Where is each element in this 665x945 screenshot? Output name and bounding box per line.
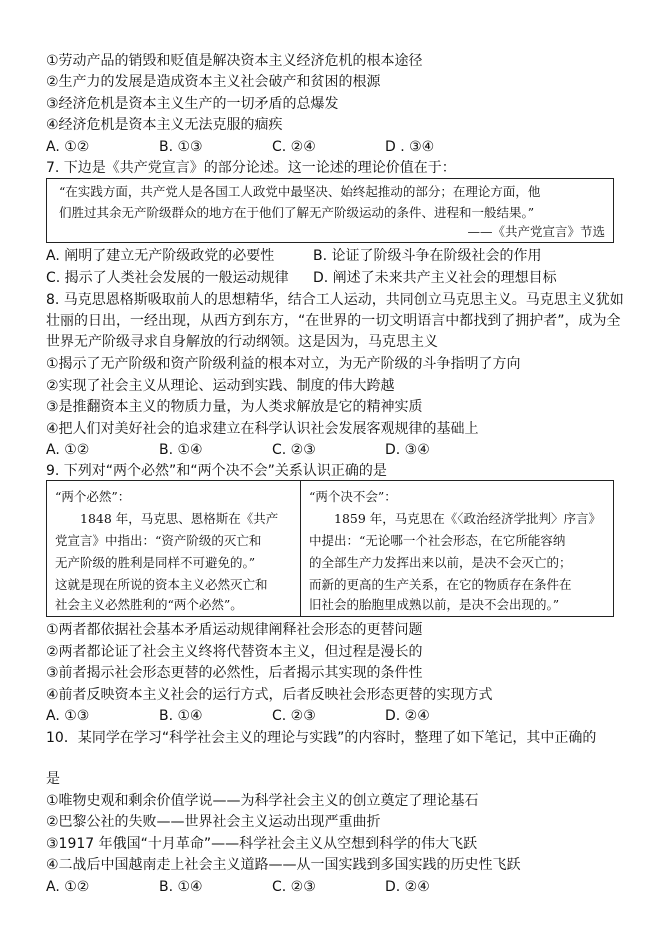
q8-option-c[interactable]: C. ②③	[272, 442, 316, 458]
q9-left-line: 这就是现在所说的资本主义必然灭亡和	[55, 577, 268, 592]
q9-right-line: 而新的更高的生产关系，在它的物质存在条件在	[309, 577, 572, 592]
q10-stem-line-2: 是	[46, 771, 60, 787]
q10-item-2: ②巴黎公社的失败——世界社会主义运动出现严重曲折	[46, 814, 381, 830]
q9-right-column	[301, 481, 613, 616]
q9-option-d[interactable]: D. ②④	[385, 708, 430, 724]
q8-option-d[interactable]: D. ③④	[385, 442, 430, 458]
q6-item-4: ④经济危机是资本主义无法克服的痼疾	[46, 117, 283, 133]
q9-option-c[interactable]: C. ②③	[272, 708, 316, 724]
q8-item-1: ①揭示了无产阶级和资产阶级利益的根本对立，为无产阶级的斗争指明了方向	[46, 356, 521, 372]
q7-quote-source: ——《共产党宣言》节选	[467, 224, 605, 239]
q7-option-c[interactable]: C. 揭示了人类社会发展的一般运动规律	[46, 270, 289, 286]
q7-options-row-2	[46, 268, 606, 288]
q9-right-line: 旧社会的胎胞里成熟以前，是决不会出现的。”	[309, 597, 560, 612]
q9-option-a[interactable]: A. ①③	[46, 708, 90, 724]
q8-item-4: ④把人们对美好社会的追求建立在科学认识社会发展客观规律的基础上	[46, 421, 479, 437]
q6-options	[46, 137, 606, 157]
q6-option-b[interactable]: B. ①③	[159, 139, 203, 155]
q8-item-2: ②实现了社会主义从理论、运动到实践、制度的伟大跨越	[46, 378, 395, 394]
q9-item-4: ④前者反映资本主义社会的运行方式，后者反映社会形态更替的实现方式	[46, 687, 493, 703]
q8-item-3: ③是推翻资本主义的物质力量，为人类求解放是它的精神实质	[46, 399, 423, 415]
q9-right-line: 中提出：“无论哪一个社会形态，在它所能容纳	[309, 533, 566, 548]
q9-right-line: 1859 年，马克思在《〈政治经济学批判〉序言》	[309, 511, 602, 526]
q10-option-d[interactable]: D. ②④	[385, 879, 430, 895]
q6-option-c[interactable]: C. ②④	[272, 139, 316, 155]
q7-option-d[interactable]: D. 阐述了未来共产主义社会的理想目标	[313, 270, 557, 286]
q7-option-b[interactable]: B. 论证了阶级斗争在阶级社会的作用	[313, 248, 542, 264]
q8-stem-line-1: 8. 马克思恩格斯吸取前人的思想精华，结合工人运动，共同创立马克思主义。马克思主义犹如	[46, 292, 624, 308]
q9-item-3: ③前者揭示社会形态更替的必然性，后者揭示其实现的条件性	[46, 665, 423, 681]
q7-quote-line-2: 们胜过其余无产阶级群众的地方在于他们了解无产阶级运动的条件、进程和一般结果。”	[59, 205, 535, 220]
q9-options	[46, 706, 606, 726]
q10-stem-line-1: 10．某同学在学习“科学社会主义的理论与实践”的内容时，整理了如下笔记，其中正确的	[46, 730, 597, 746]
q9-left-line: 社会主义必然胜利的“两个必然”。	[55, 597, 243, 612]
q8-stem-line-2: 壮丽的日出，一经出现，从西方到东方，“在世界的一切文明语言中都找到了拥护者”，成为全	[46, 313, 621, 329]
q9-left-line: 无产阶级的胜利是同样不可避免的。”	[55, 555, 256, 570]
q10-option-b[interactable]: B. ①④	[159, 879, 203, 895]
q8-options	[46, 440, 606, 460]
q9-option-b[interactable]: B. ①④	[159, 708, 203, 724]
q9-left-column	[47, 481, 300, 616]
q9-item-1: ①两者都依据社会基本矛盾运动规律阐释社会形态的更替问题	[46, 622, 423, 638]
q9-left-line: 1848 年，马克思、恩格斯在《共产	[55, 511, 279, 526]
q9-right-line: “两个决不会”：	[309, 489, 397, 504]
q6-option-a[interactable]: A. ①②	[46, 139, 90, 155]
q8-stem-line-3: 世界无产阶级寻求自身解放的行动纲领。这是因为，马克思主义	[46, 334, 438, 350]
q6-item-2: ②生产力的发展是造成资本主义社会破产和贫困的根源	[46, 74, 381, 90]
q9-comparison-table	[46, 480, 614, 617]
q10-item-1: ①唯物史观和剩余价值学说——为科学社会主义的创立奠定了理论基石	[46, 793, 479, 809]
q7-quote-line-1: “在实践方面，共产党人是各国工人政党中最坚决、始终起推动的部分；在理论方面，他	[59, 184, 541, 199]
q7-stem: 7. 下边是《共产党宣言》的部分论述。这一论述的理论价值在于：	[46, 160, 456, 176]
q6-item-1: ①劳动产品的销毁和贬值是解决资本主义经济危机的根本途径	[46, 53, 423, 69]
q8-option-b[interactable]: B. ①④	[159, 442, 203, 458]
q9-left-line: “两个必然”：	[55, 489, 131, 504]
q9-left-line: 党宣言》中指出：“资产阶级的灭亡和	[55, 533, 262, 548]
q9-right-line: 的全部生产力发挥出来以前，是决不会灭亡的；	[309, 555, 572, 570]
q7-option-a[interactable]: A. 阐明了建立无产阶级政党的必要性	[46, 248, 275, 264]
q7-options-row-1	[46, 246, 606, 266]
q10-item-3: ③1917 年俄国“十月革命”——科学社会主义从空想到科学的伟大飞跃	[46, 836, 478, 852]
q10-option-c[interactable]: C. ②③	[272, 879, 316, 895]
q6-option-d[interactable]: D . ③④	[385, 139, 435, 155]
q7-quote-box	[46, 178, 614, 243]
q9-stem: 9. 下列对“两个必然”和“两个决不会”关系认识正确的是	[46, 463, 387, 479]
q10-option-a[interactable]: A. ①②	[46, 879, 90, 895]
q9-item-2: ②两者都论证了社会主义终将代替资本主义，但过程是漫长的	[46, 644, 423, 660]
q10-options	[46, 877, 606, 897]
q6-item-3: ③经济危机是资本主义生产的一切矛盾的总爆发	[46, 96, 339, 112]
q10-item-4: ④二战后中国越南走上社会主义道路——从一国实践到多国实践的历史性飞跃	[46, 857, 521, 873]
q8-option-a[interactable]: A. ①②	[46, 442, 90, 458]
